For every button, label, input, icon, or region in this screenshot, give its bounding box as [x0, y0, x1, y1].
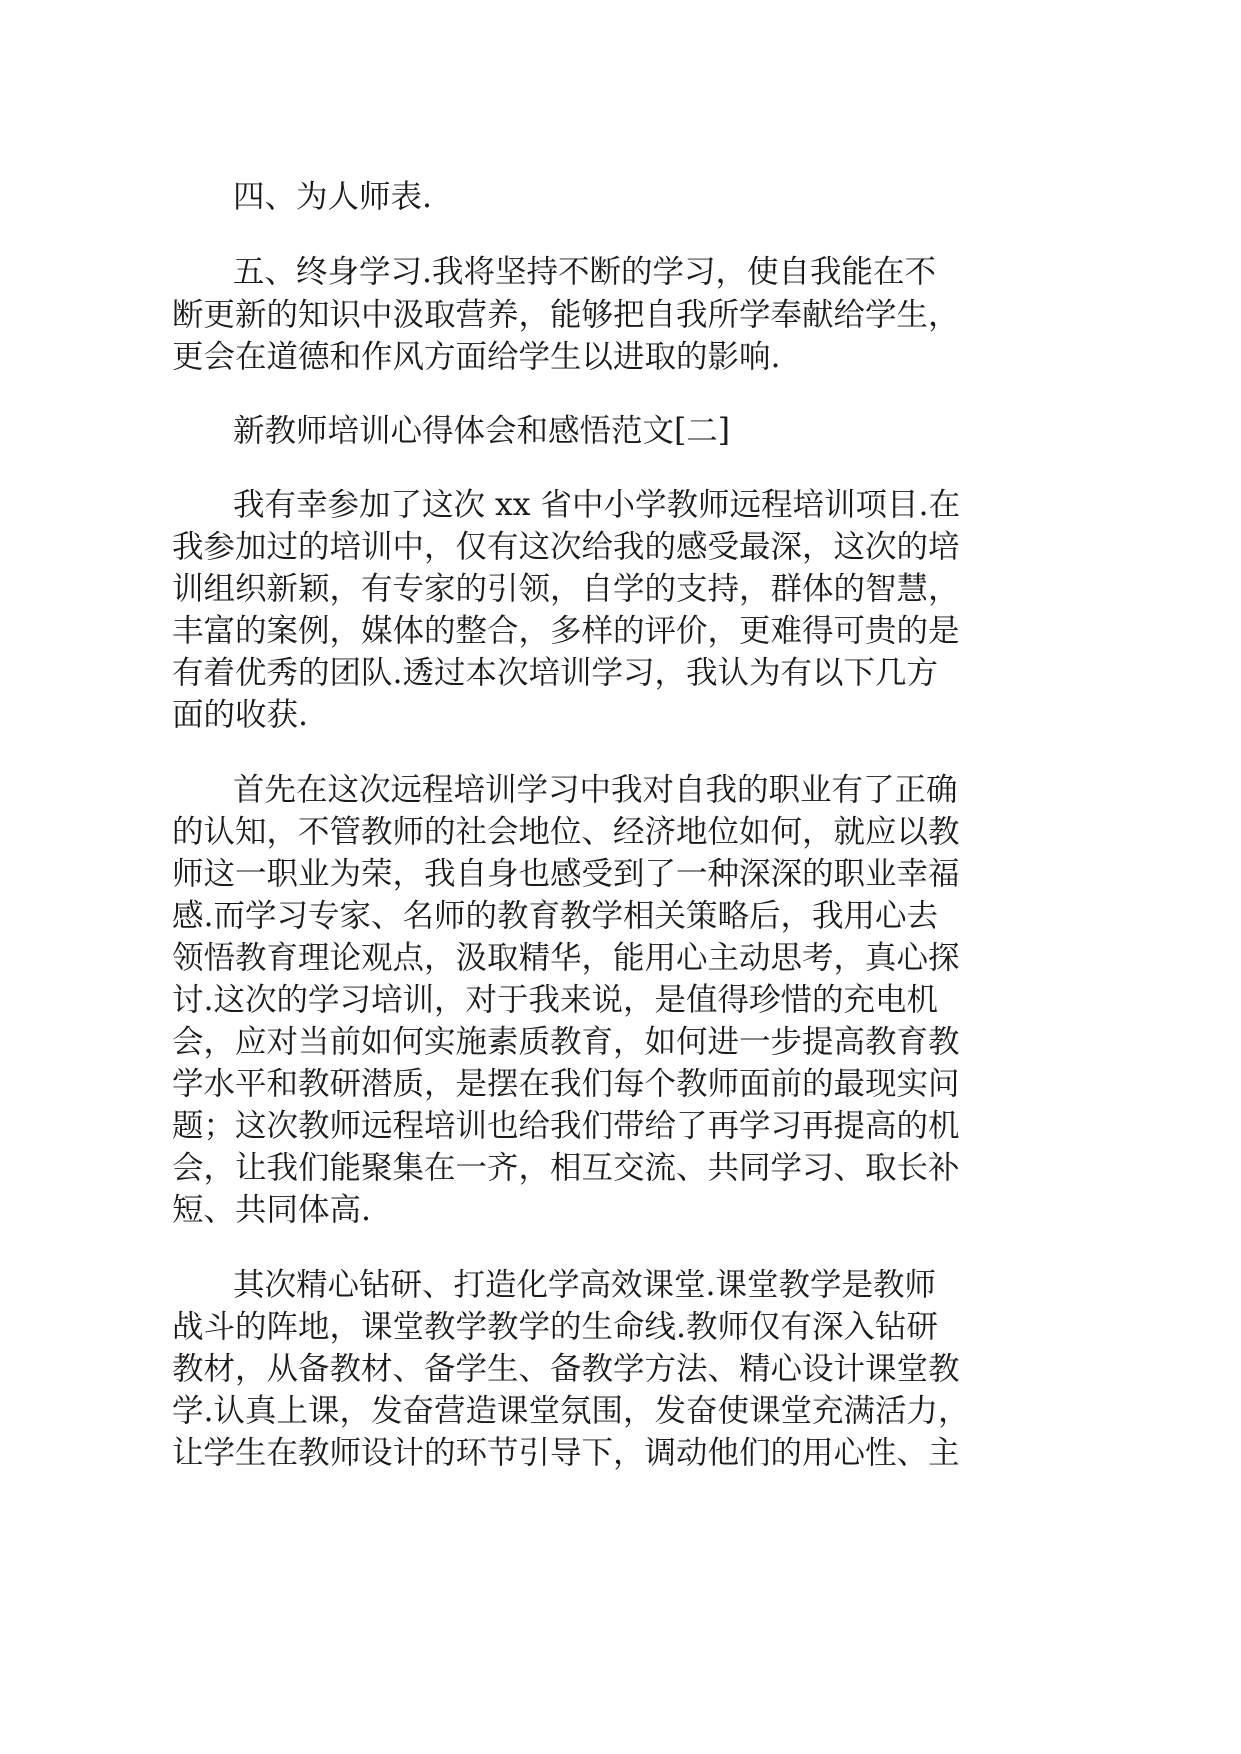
section-title: 新教师培训心得体会和感悟范文[二] — [233, 413, 731, 449]
text-line: 会，应对当前如何实施素质教育，如何进一步提高教育教 — [172, 1024, 960, 1060]
text-line: 让学生在教师设计的环节引导下，调动他们的用心性、主 — [172, 1435, 960, 1471]
text-line: 训组织新颖，有专家的引领，自学的支持，群体的智慧， — [172, 571, 960, 607]
text-line: 战斗的阵地，课堂教学教学的生命线.教师仅有深入钻研 — [172, 1309, 939, 1345]
text-line: 感.而学习专家、名师的教育教学相关策略后，我用心去 — [172, 898, 939, 934]
text-line: 师这一职业为荣，我自身也感受到了一种深深的职业幸福 — [172, 856, 960, 892]
text-line: 四、为人师表. — [233, 179, 433, 215]
text-line: 领悟教育理论观点，汲取精华，能用心主动思考，真心探 — [172, 940, 960, 976]
text-line: 丰富的案例，媒体的整合，多样的评价，更难得可贵的是 — [172, 613, 960, 649]
text-line: 学水平和教研潜质，是摆在我们每个教师面前的最现实问 — [172, 1066, 960, 1102]
text-line: 学.认真上课，发奋营造课堂氛围，发奋使课堂充满活力， — [172, 1393, 970, 1429]
text-line: 首先在这次远程培训学习中我对自我的职业有了正确 — [233, 772, 958, 808]
text-line: 讨.这次的学习培训，对于我来说，是值得珍惜的充电机 — [172, 982, 939, 1018]
text-line: 的认知，不管教师的社会地位、经济地位如何，就应以教 — [172, 814, 960, 850]
text-line: 有着优秀的团队.透过本次培训学习，我认为有以下几方 — [172, 655, 939, 691]
text-line: 短、共同体高. — [172, 1192, 372, 1228]
text-line: 更会在道德和作风方面给学生以进取的影响. — [172, 339, 781, 375]
text-line: 教材，从备教材、备学生、备教学方法、精心设计课堂教 — [172, 1351, 960, 1387]
text-line: 会，让我们能聚集在一齐，相互交流、共同学习、取长补 — [172, 1150, 960, 1186]
text-line: 我参加过的培训中，仅有这次给我的感受最深，这次的培 — [172, 529, 960, 565]
text-line: 断更新的知识中汲取营养，能够把自我所学奉献给学生， — [172, 297, 960, 333]
text-line: 其次精心钻研、打造化学高效课堂.课堂教学是教师 — [233, 1267, 937, 1303]
text-line: 我有幸参加了这次 xx 省中小学教师远程培训项目.在 — [233, 487, 961, 523]
text-line: 五、终身学习.我将坚持不断的学习，使自我能在不 — [233, 254, 937, 290]
text-line: 面的收获. — [172, 697, 309, 733]
text-line: 题；这次教师远程培训也给我们带给了再学习再提高的机 — [172, 1108, 960, 1144]
